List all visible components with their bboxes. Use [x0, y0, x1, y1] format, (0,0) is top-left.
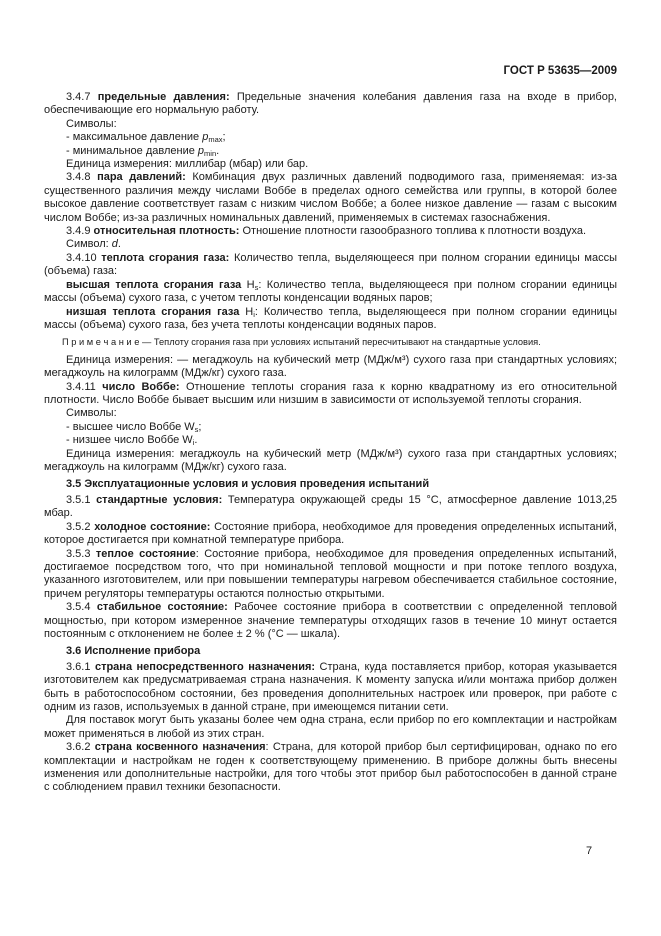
paragraph: 3.4.7 предельные давления: Предельные значения колебания давления газа на входе в прибор, обеспечивающие его нормальную работу. [44, 91, 617, 117]
paragraph: 3.4.10 теплота сгорания газа: Количество тепла, выделяющееся при полном сгорании единицы массы (объема) газа: [44, 251, 617, 278]
paragraph: Для поставок могут быть указаны более чем одна страна, если прибор по его комплектации и настройкам может применяться в любой из этих стран. [44, 714, 617, 740]
paragraph: 3.4.11 число Воббе: Отношение теплоты сгорания газа к корню квадратному из его относительной плотности. Число Воббе бывает высшим или низшим в зависимости от используемой теплоты сгорания. [44, 380, 618, 407]
paragraph: 3.6.1 страна непосредственного назначения: Страна, куда поставляется прибор, которая указывается изготовителем как предусматриваемая страна назначения. К моменту запуска и/или монтажа прибор должен быть в работоспособном состоянии, без проведения дополнительных настроек или проверок, при работе с одним из газов, используемых в данной стране, при имеющемся питании сети. [44, 660, 618, 713]
paragraph: Единица измерения: мегаджоуль на кубический метр (МДж/м³) сухого газа при стандартных условиях; мегаджоуль на килограмм (МДж/кг) сухого газа. [44, 447, 617, 474]
paragraph: Символы: [66, 407, 117, 420]
paragraph: - минимальное давление $p_{min}$. [66, 144, 220, 158]
paragraph: 3.5.3 теплое состояние: Состояние прибора, необходимое для проведения определенных испытаний, достигаемое посредством того, что при номинальной тепловой мощности и при потоке теплого воздуха, указанного изготовителем, или при повышении температуры нагревом обеспечивается стабильное состояние, причем регуляторы температуры остаются полностью открытыми. [44, 547, 617, 600]
section-heading: 3.6 Исполнение прибора [66, 645, 201, 658]
paragraph: - низшее число Воббе $W_i$. [66, 434, 198, 448]
paragraph: 3.5.1 стандартные условия: Температура окружающей среды 15 °С, атмосферное давление 1013,25 мбар. [44, 493, 617, 520]
paragraph: Символы: [66, 117, 117, 130]
running-header: ГОСТ Р 53635—2009 [503, 65, 617, 77]
paragraph: 3.6.2 страна косвенного назначения: Страна, для которой прибор был сертифицирован, однако по его комплектации и настройкам не годен к соответствующему применению. В приборе должны быть внесены изменения или дополнительные настройки, для того чтобы этот прибор был работоспособен в данной стране с соблюдением правил техники безопасности. [44, 741, 617, 794]
page-number: 7 [586, 845, 593, 857]
paragraph: 3.5.2 холодное состояние: Состояние прибора, необходимое для проведения определенных испытаний, которое достигается при комнатной температуре прибора. [44, 520, 617, 547]
paragraph: низшая теплота сгорания газа $H_i$: Количество тепла, выделяющееся при полном сгорании единицы массы (объема) сухого газа, без учета теплоты конденсации водяных паров. [44, 305, 617, 331]
paragraph: высшая теплота сгорания газа $H_s$: Количество тепла, выделяющееся при полном сгорании единицы массы (объема) сухого газа, с учетом теплоты конденсации водяных паров; [44, 278, 617, 305]
paragraph: Единица измерения: миллибар (мбар) или бар. [66, 158, 309, 171]
paragraph: - высшее число Воббе $W_s$; [66, 420, 202, 434]
section-heading: 3.5 Эксплуатационные условия и условия проведения испытаний [66, 478, 430, 491]
paragraph: Единица измерения: — мегаджоуль на кубический метр (МДж/м³) сухого газа при стандартных условиях; мегаджоуль на килограмм (МДж/кг) сухого газа. [44, 353, 617, 380]
paragraph: 3.4.9 относительная плотность: Отношение плотности газообразного топлива к плотности воздуха. [66, 225, 587, 238]
paragraph: - максимальное давление $p_{max}$; [66, 131, 226, 145]
paragraph: 3.4.8 пара давлений: Комбинация двух различных давлений подводимого газа, применяемая: из-за существенного различия между числами Воббе в пределах одного семейства или группы, в которой более высокое давление соответствует газам с низким числом Воббе; а более низкое давление — газам с высоким числом Воббе; из-за различных номинальных давлений, применяемых в системах газоснабжения. [44, 171, 617, 224]
note-paragraph: П р и м е ч а н и е — Теплоту сгорания газа при условиях испытаний пересчитывают на стандартные условия. [62, 337, 541, 348]
paragraph: 3.5.4 стабильное состояние: Рабочее состояние прибора в соответствии с определенной тепловой мощностью, при котором измеренное значение температуры отходящих газов в течение 10 минут остается постоянным с отклонением не более ± 2 % (°С — шкала). [44, 601, 618, 640]
paragraph: Символ: d. [66, 238, 121, 251]
document-content [44, 91, 617, 795]
